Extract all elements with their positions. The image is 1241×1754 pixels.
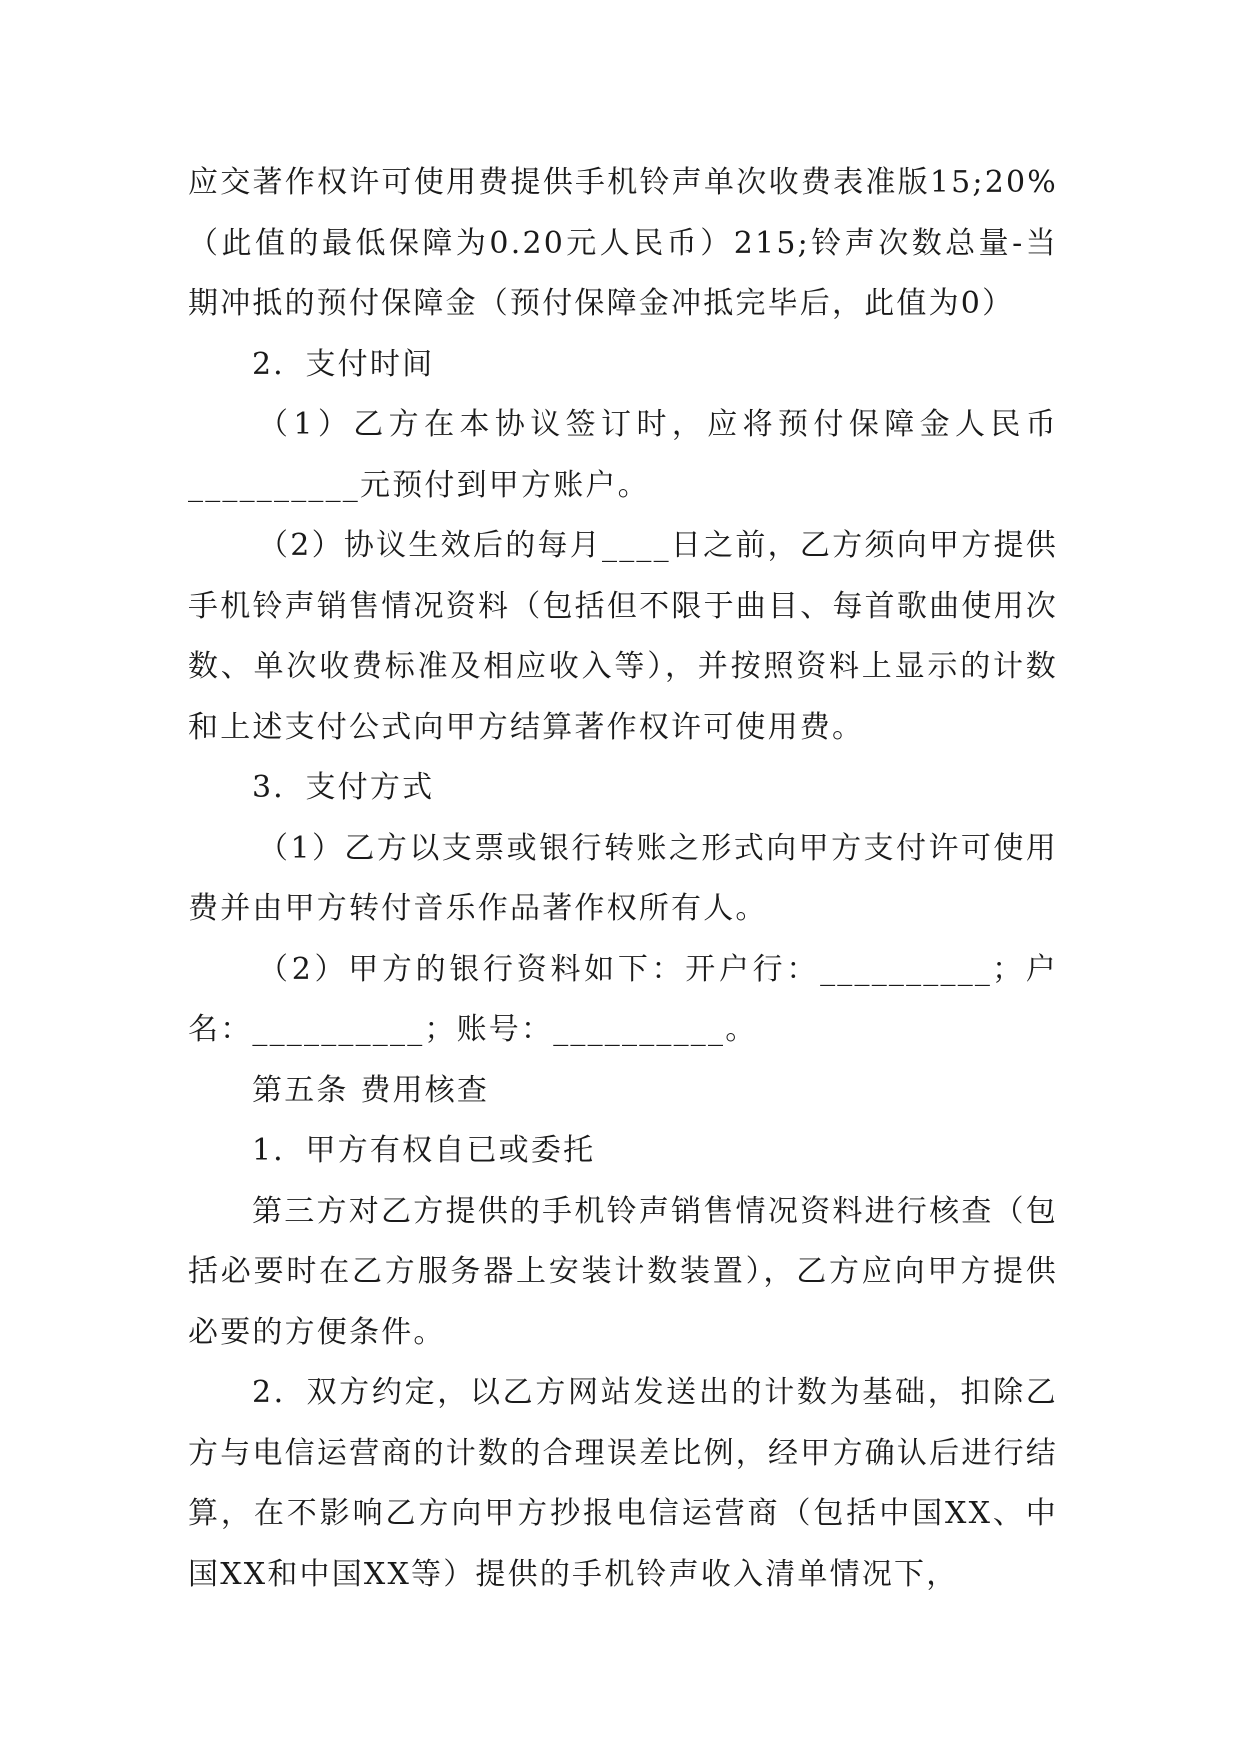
payment-time-heading: 2．支付时间 [252,346,435,382]
audit-item-2: 2．双方约定，以乙方网站发送出的计数为基础，扣除乙方与电信运营商的计数的合理误差比例，经甲方确认后进行结算，在不影响乙方向甲方抄报电信运营商（包括中国XX、中国XX和中国XX等）提供的手机铃声收入清单情况下， [188,1375,1058,1592]
article-five-heading: 第五条 费用核查 [252,1072,490,1108]
payment-method-item-1: （1）乙方以支票或银行转账之形式向甲方支付许可使用费并由甲方转付音乐作品著作权所有人。 [188,830,1058,926]
fee-formula-paragraph: 应交著作权许可使用费提供手机铃声单次收费表准版15;20%（此值的最低保障为0.20元人民币）215;铃声次数总量-当期冲抵的预付保障金（预付保障金冲抵完毕后，此值为0） [188,165,1058,321]
audit-item-1-body: 第三方对乙方提供的手机铃声销售情况资料进行核查（包括必要时在乙方服务器上安装计数装置），乙方应向甲方提供必要的方便条件。 [188,1193,1058,1350]
audit-item-1-heading: 1．甲方有权自已或委托 [252,1133,596,1168]
payment-time-item-2: （2）协议生效后的每月____日之前，乙方须向甲方提供手机铃声销售情况资料（包括但不限于曲目、每首歌曲使用次数、单次收费标准及相应收入等），并按照资料上显示的计数和上述支付公式向甲方结算著作权许可使用费。 [188,528,1058,745]
payment-method-item-2: （2）甲方的银行资料如下：开户行：__________；户名：__________；账号：__________。 [188,951,1058,1047]
payment-method-heading: 3．支付方式 [252,770,435,805]
document-body [188,153,1058,1605]
payment-time-item-1: （1）乙方在本协议签订时，应将预付保障金人民币__________元预付到甲方账户。 [188,407,1058,503]
